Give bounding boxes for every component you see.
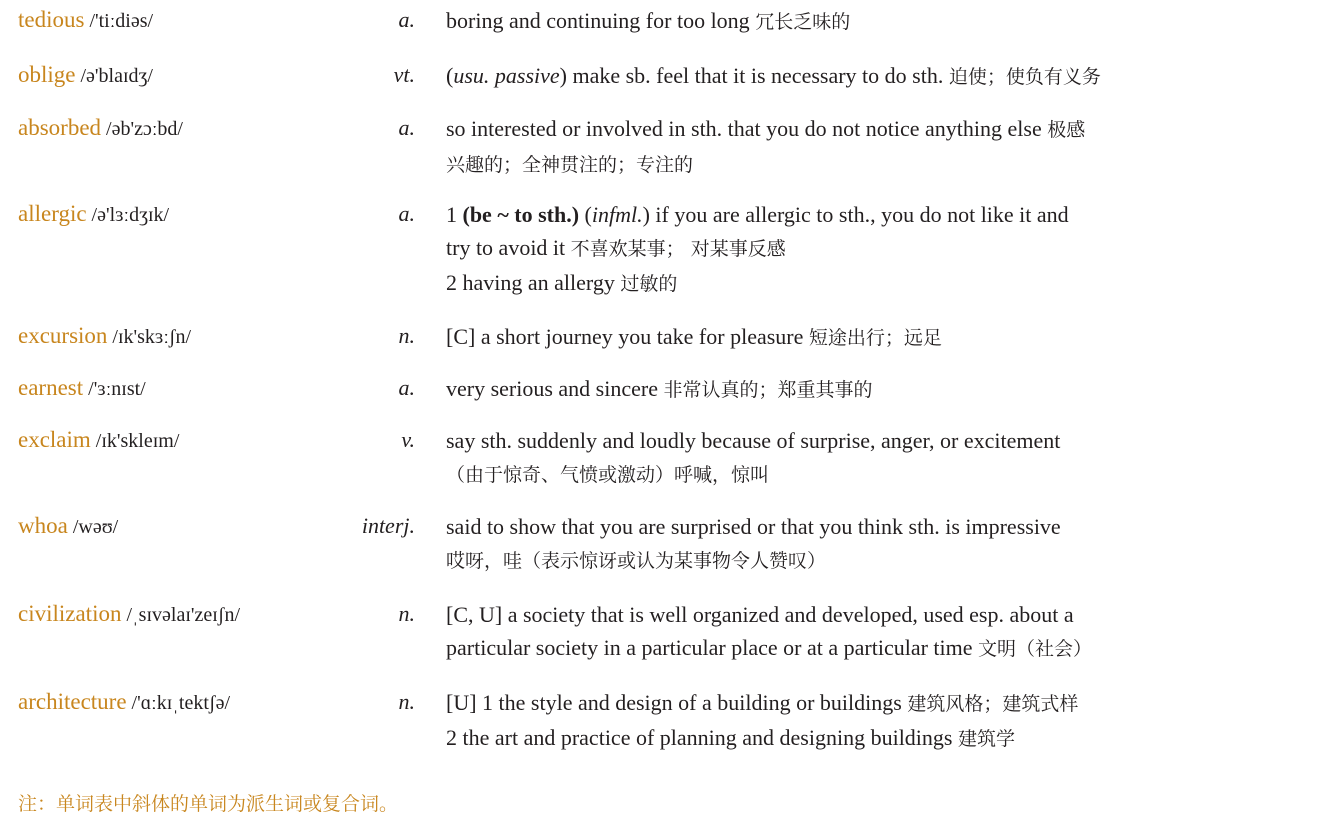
headword: tedious [18, 7, 85, 32]
definition-zh: 过敏的 [620, 273, 678, 295]
definition-zh: 文明（社会） [978, 638, 1093, 660]
headword: absorbed [18, 115, 102, 140]
headword: earnest [18, 375, 84, 400]
definition-en: [U] 1 the style and design of a building or buildings [446, 690, 908, 715]
part-of-speech: n. [398, 601, 415, 626]
definition-en: 2 having an allergy [446, 270, 621, 295]
headword-block [18, 598, 240, 631]
phonetic: /əb'zɔːbd/ [106, 118, 183, 140]
definition-line [446, 4, 1321, 39]
definition [446, 598, 1321, 666]
definition [446, 4, 1321, 39]
headword: exclaim [18, 427, 91, 452]
part-of-speech: a. [398, 115, 415, 140]
paren-open: ( [579, 202, 592, 227]
definition-line [446, 424, 1321, 457]
definition-zh: 不喜欢某事； 对某事反感 [570, 238, 786, 260]
footnote: 注：单词表中斜体的单词为派生词或复合词。 [18, 793, 399, 815]
phonetic: /wəʊ/ [72, 516, 119, 538]
definition-zh: 哎呀，哇（表示惊讶或认为某事物令人赞叹） [446, 550, 827, 572]
part-of-speech: a. [398, 375, 415, 400]
headword: excursion [18, 323, 108, 348]
headword: architecture [18, 689, 127, 714]
definition-line [446, 112, 1321, 147]
definition-line [446, 510, 1321, 543]
definition-line [446, 457, 1321, 492]
definition-en: try to avoid it [446, 235, 571, 260]
part-of-speech: vt. [393, 62, 415, 87]
definition-line [446, 631, 1321, 666]
definition-zh: 冗长乏味的 [755, 11, 851, 33]
headword: whoa [18, 513, 68, 538]
part-of-speech: a. [398, 201, 415, 226]
definition-line [446, 320, 1321, 355]
definition-en: ) make sb. feel that it is necessary to do sth. [559, 63, 949, 88]
definition-zh: 兴趣的；全神贯注的；专注的 [446, 154, 694, 176]
definition-en: [C] a short journey you take for pleasure [446, 324, 809, 349]
part-of-speech: a. [398, 7, 415, 32]
definition-zh: （由于惊奇、气愤或激动）呼喊，惊叫 [446, 464, 770, 486]
definition-en: 2 the art and practice of planning and designing buildings [446, 725, 958, 750]
part-of-speech: n. [398, 689, 415, 714]
headword-block [18, 198, 169, 231]
definition-en: ) if you are allergic to sth., you do not like it and [642, 202, 1069, 227]
definition-line [446, 59, 1321, 94]
definition [446, 198, 1321, 301]
phonetic: /ə'lɜːdʒɪk/ [91, 204, 170, 226]
definition-line [446, 266, 1321, 301]
headword-block [18, 112, 183, 145]
headword-block [18, 510, 118, 543]
definition-line [446, 231, 1321, 266]
headword-block [18, 4, 153, 37]
definition-en: [C, U] a society that is well organized and developed, used esp. about a [446, 602, 1074, 627]
definition [446, 686, 1321, 756]
definition-en: boring and continuing for too long [446, 8, 756, 33]
phonetic: /ɪk'skleɪm/ [95, 430, 180, 452]
definition-en: particular society in a particular place or at a particular time [446, 635, 979, 660]
headword-block [18, 372, 146, 405]
headword: civilization [18, 601, 122, 626]
definition-line [446, 543, 1321, 578]
definition-line [446, 147, 1321, 182]
usage-label: usu. passive [453, 63, 560, 88]
headword-block [18, 320, 191, 353]
definition-zh: 建筑学 [957, 728, 1015, 750]
definition-zh: 迫使；使负有义务 [948, 66, 1101, 88]
phonetic: /ə'blaɪdʒ/ [80, 65, 153, 87]
definition [446, 372, 1321, 407]
definition [446, 59, 1321, 94]
definition [446, 424, 1321, 492]
definition [446, 112, 1321, 182]
definition-en: say sth. suddenly and loudly because of surprise, anger, or excitement [446, 428, 1061, 453]
definition-en: so interested or involved in sth. that you do not notice anything else [446, 116, 1048, 141]
definition-line [446, 198, 1321, 231]
definition-en: said to show that you are surprised or that you think sth. is impressive [446, 514, 1061, 539]
definition-zh: 非常认真的；郑重其事的 [663, 379, 873, 401]
phonetic: /'ɜːnɪst/ [88, 378, 146, 400]
headword-block [18, 59, 153, 92]
definition-zh: 建筑风格；建筑式样 [907, 693, 1079, 715]
definition [446, 320, 1321, 355]
definition-zh: 极感 [1047, 119, 1086, 141]
part-of-speech: n. [398, 323, 415, 348]
headword-block [18, 424, 179, 457]
phonetic: /ɪk'skɜːʃn/ [112, 326, 192, 348]
definition-en: very serious and sincere [446, 376, 664, 401]
definition-line [446, 598, 1321, 631]
register-label: infml. [591, 202, 643, 227]
part-of-speech: v. [401, 427, 415, 452]
sense-number: 1 [446, 202, 463, 227]
pattern-label: (be ~ to sth.) [462, 202, 580, 227]
definition-line [446, 686, 1321, 721]
definition [446, 510, 1321, 578]
headword-block [18, 686, 230, 719]
headword: oblige [18, 62, 76, 87]
definition-zh: 短途出行；远足 [808, 327, 942, 349]
definition-line [446, 721, 1321, 756]
phonetic: /ˌsɪvəlaɪ'zeɪʃn/ [126, 604, 241, 626]
phonetic: /'tiːdiəs/ [89, 10, 154, 32]
part-of-speech: interj. [361, 513, 415, 538]
paren-open: ( [446, 63, 454, 88]
definition-line [446, 372, 1321, 407]
headword: allergic [18, 201, 87, 226]
phonetic: /'ɑːkɪˌtektʃə/ [131, 692, 231, 714]
